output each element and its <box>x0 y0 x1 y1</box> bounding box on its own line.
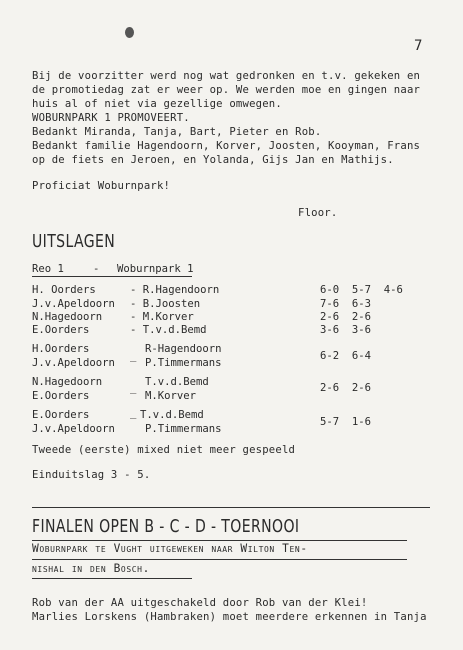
player-home: N.Hagedoorn <box>32 311 103 323</box>
intro-line: Bedankt familie Hagendoorn, Korver, Joosten, Kooyman, Frans <box>32 140 421 152</box>
player-away: R-Hagendoorn <box>145 343 222 355</box>
player-away: M.Korver <box>145 390 197 402</box>
intro-line: Proficiat Woburnpark! <box>32 180 171 192</box>
match-home: Reo 1 <box>32 263 64 275</box>
score: 2-6 2-6 <box>320 382 372 394</box>
player-away: P.Timmermans <box>145 423 222 435</box>
closing-line: Marlies Lorskens (Hambraken) moet meerdere erkennen in Tanja <box>32 611 427 623</box>
doubles-dash: _ <box>130 350 137 362</box>
doubles-dash: _ <box>130 382 137 394</box>
player-home: H.Oorders <box>32 343 90 355</box>
finals-subheading: Woburnpark te Vught uitgeweken naar Wilton Ten- <box>32 542 308 555</box>
score: 3-6 3-6 <box>320 324 372 336</box>
player-home: H. Oorders <box>32 284 96 296</box>
match-underline <box>32 276 192 277</box>
doubles-dash: _ <box>130 407 137 419</box>
score: 6-2 6-4 <box>320 350 372 362</box>
player-away: - B.Joosten <box>130 298 201 310</box>
player-home: J.v.Apeldoorn <box>32 357 115 369</box>
player-home: E.Oorders <box>32 409 90 421</box>
player-home: J.v.Apeldoorn <box>32 423 115 435</box>
score: 5-7 1-6 <box>320 416 372 428</box>
score: 6-0 5-7 4-6 <box>320 284 403 296</box>
final-result: Einduitslag 3 - 5. <box>32 469 151 481</box>
player-away: - M.Korver <box>130 311 194 323</box>
player-away: - T.v.d.Bemd <box>130 324 207 336</box>
finals-subheading-underline <box>32 559 407 560</box>
score: 2-6 2-6 <box>320 311 372 323</box>
finals-heading: FINALEN OPEN B - C - D - TOERNOOI <box>32 516 300 537</box>
player-away: - R.Hagendoorn <box>130 284 220 296</box>
player-home: J.v.Apeldoorn <box>32 298 115 310</box>
player-away: T.v.d.Bemd <box>140 409 204 421</box>
intro-line: Bedankt Miranda, Tanja, Bart, Pieter en Rob. <box>32 126 322 138</box>
match-dash: - <box>93 263 100 275</box>
finals-subheading: nishal in den Bosch. <box>32 562 150 575</box>
match-away: Woburnpark 1 <box>117 263 194 275</box>
intro-line: WOBURNPARK 1 PROMOVEERT. <box>32 112 190 124</box>
page-number: 7 <box>414 38 423 54</box>
player-away: T.v.d.Bemd <box>145 376 209 388</box>
intro-line: de promotiedag zat er weer op. We werden moe en gingen naar <box>32 84 421 96</box>
finals-underline <box>32 540 407 541</box>
finals-subheading-underline <box>32 578 192 579</box>
section-divider <box>32 507 430 508</box>
note: Tweede (eerste) mixed niet meer gespeeld <box>32 444 296 456</box>
player-home: E.Oorders <box>32 390 90 402</box>
signature: Floor. <box>298 207 338 219</box>
player-home: N.Hagedoorn <box>32 376 103 388</box>
player-home: E.Oorders <box>32 324 90 336</box>
closing-line: Rob van der AA uitgeschakeld door Rob van der Klei! <box>32 597 368 609</box>
ink-mark <box>125 27 134 38</box>
intro-line: Bij de voorzitter werd nog wat gedronken en t.v. gekeken en <box>32 70 421 82</box>
uitslagen-heading: UITSLAGEN <box>32 231 116 252</box>
intro-line: op de fiets en Jeroen, en Yolanda, Gijs Jan en Mathijs. <box>32 154 394 166</box>
player-away: P.Timmermans <box>145 357 222 369</box>
score: 7-6 6-3 <box>320 298 372 310</box>
intro-line: huis al of niet via gezellige omwegen. <box>32 98 282 110</box>
